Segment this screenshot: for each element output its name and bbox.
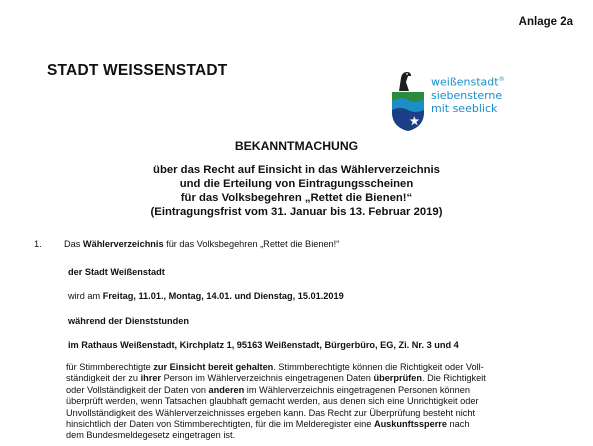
register-intro: Das Wählerverzeichnis für das Volksbegehren „Rettet die Bienen!“	[64, 239, 340, 249]
annex-label: Anlage 2a	[518, 16, 573, 28]
subheading-line: (Eintragungsfrist vom 31. Januar bis 13. Februar 2019)	[150, 206, 443, 218]
subheading-line: für das Volksbegehren „Rettet die Bienen!“	[180, 192, 413, 204]
body-paragraph	[66, 362, 564, 442]
paragraph-line: überprüft werden, wenn Tatsachen glaubhaft gemacht werden, aus denen sich eine Unrichtigkeit oder	[66, 396, 479, 407]
registered-mark: ®	[498, 76, 505, 83]
paragraph-line: Unvollständigkeit des Wählerverzeichnisses ergeben kann. Das Recht zur Überprüfung besteht nicht	[66, 407, 476, 418]
notice-heading: BEKANNTMACHUNG	[234, 139, 359, 153]
subheading-line: über das Recht auf Einsicht in das Wählerverzeichnis	[153, 164, 440, 176]
office-hours: während der Dienststunden	[68, 316, 189, 326]
inspection-location: im Rathaus Weißenstadt, Kirchplatz 1, 95163 Weißenstadt, Bürgerbüro, EG, Zi. Nr. 3 und 4	[68, 340, 459, 350]
logo-line-1: weißenstadt®	[431, 75, 505, 89]
paragraph-line: hinsichtlich der Daten von Stimmberechtigten, für die im Melderegister eine Auskunftssperre nach	[66, 419, 470, 430]
paragraph-line: dem Bundesmeldegesetz eingetragen ist.	[66, 430, 236, 441]
paragraph-line: ständigkeit der zu ihrer Person im Wählerverzeichnis eingetragenen Daten überprüfen. Die Richtigkeit	[66, 373, 486, 384]
section-number: 1.	[34, 239, 42, 249]
notice-subheading	[0, 163, 593, 219]
subheading-line: und die Erteilung von Eintragungsscheinen	[179, 178, 414, 190]
town-logo	[388, 70, 568, 132]
crest-icon	[388, 70, 430, 132]
paragraph-line: oder Vollständigkeit der Daten von anderen im Wählerverzeichnis eingetragenen Personen können	[66, 384, 470, 395]
municipality-name: der Stadt Weißenstadt	[68, 267, 165, 277]
logo-line-3: mit seeblick	[431, 101, 498, 115]
inspection-dates: wird am Freitag, 11.01., Montag, 14.01. und Dienstag, 15.01.2019	[68, 291, 344, 301]
logo-line-2: siebensterne	[431, 88, 503, 102]
paragraph-line: für Stimmberechtigte zur Einsicht bereit gehalten. Stimmberechtigte können die Richtigkeit oder Voll-	[66, 362, 484, 372]
city-name: STADT WEISSENSTADT	[47, 62, 228, 79]
